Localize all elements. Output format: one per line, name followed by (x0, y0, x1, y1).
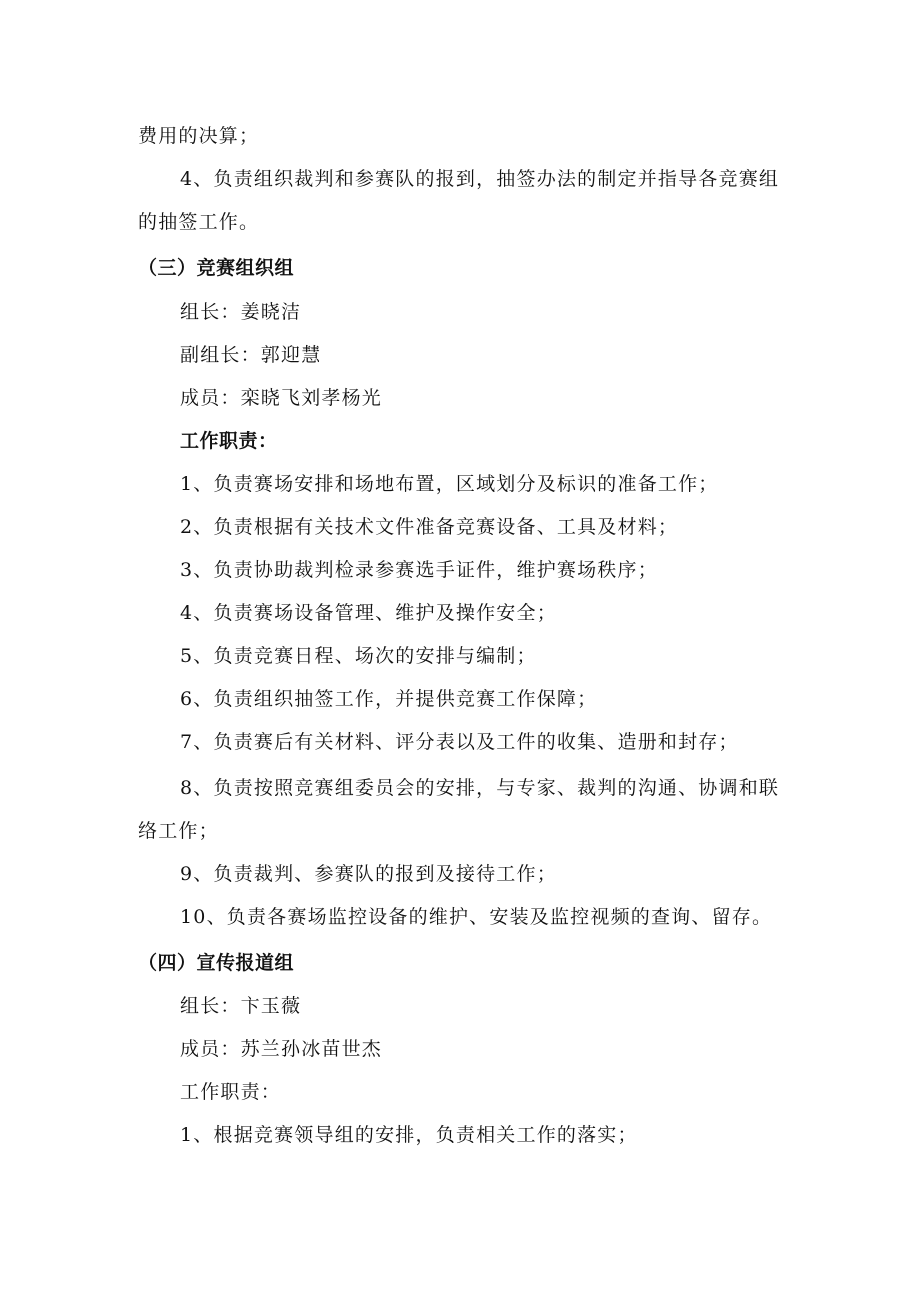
publicity-duties-label: 工作职责： (180, 1081, 282, 1103)
duty-item-3: 3、负责协助裁判检录参赛选手证件，维护赛场秩序； (180, 559, 658, 581)
duty-item-8-continuation: 络工作； (138, 820, 219, 842)
duty-item-10: 10、负责各赛场监控设备的维护、安装及监控视频的查询、留存。 (180, 906, 773, 928)
group-members: 成员：栾晓飞刘孝杨光 (180, 387, 383, 409)
duty-item-1: 1、负责赛场安排和场地布置，区域划分及标识的准备工作； (180, 473, 719, 495)
deputy-group-leader: 副组长：郭迎慧 (180, 344, 322, 366)
duties-label: 工作职责： (180, 430, 278, 452)
duty-item-9: 9、负责裁判、参赛队的报到及接待工作； (180, 863, 557, 885)
section-heading-competition-organization: （三）竞赛组织组 (138, 257, 295, 279)
duty-item-2: 2、负责根据有关技术文件准备竞赛设备、工具及材料； (180, 516, 679, 538)
publicity-group-members: 成员：苏兰孙冰苗世杰 (180, 1038, 383, 1060)
duty-item-8: 8、负责按照竞赛组委员会的安排，与专家、裁判的沟通、协调和联 (180, 777, 780, 799)
publicity-duty-item-1: 1、根据竞赛领导组的安排，负责相关工作的落实； (180, 1124, 638, 1146)
duty-item-6: 6、负责组织抽签工作，并提供竞赛工作保障； (180, 688, 598, 710)
group-leader: 组长：姜晓洁 (180, 301, 302, 323)
publicity-group-leader: 组长：卞玉薇 (180, 995, 302, 1017)
duty-item-4-continuation: 的抽签工作。 (138, 211, 260, 233)
duty-item-5: 5、负责竞赛日程、场次的安排与编制； (180, 645, 537, 667)
duty-item-4b: 4、负责赛场设备管理、维护及操作安全； (180, 602, 557, 624)
paragraph-continuation: 费用的决算； (138, 125, 260, 147)
duty-item-4: 4、负责组织裁判和参赛队的报到，抽签办法的制定并指导各竞赛组 (180, 168, 780, 190)
duty-item-7: 7、负责赛后有关材料、评分表以及工件的收集、造册和封存； (180, 731, 739, 753)
section-heading-publicity: （四）宣传报道组 (138, 952, 295, 974)
